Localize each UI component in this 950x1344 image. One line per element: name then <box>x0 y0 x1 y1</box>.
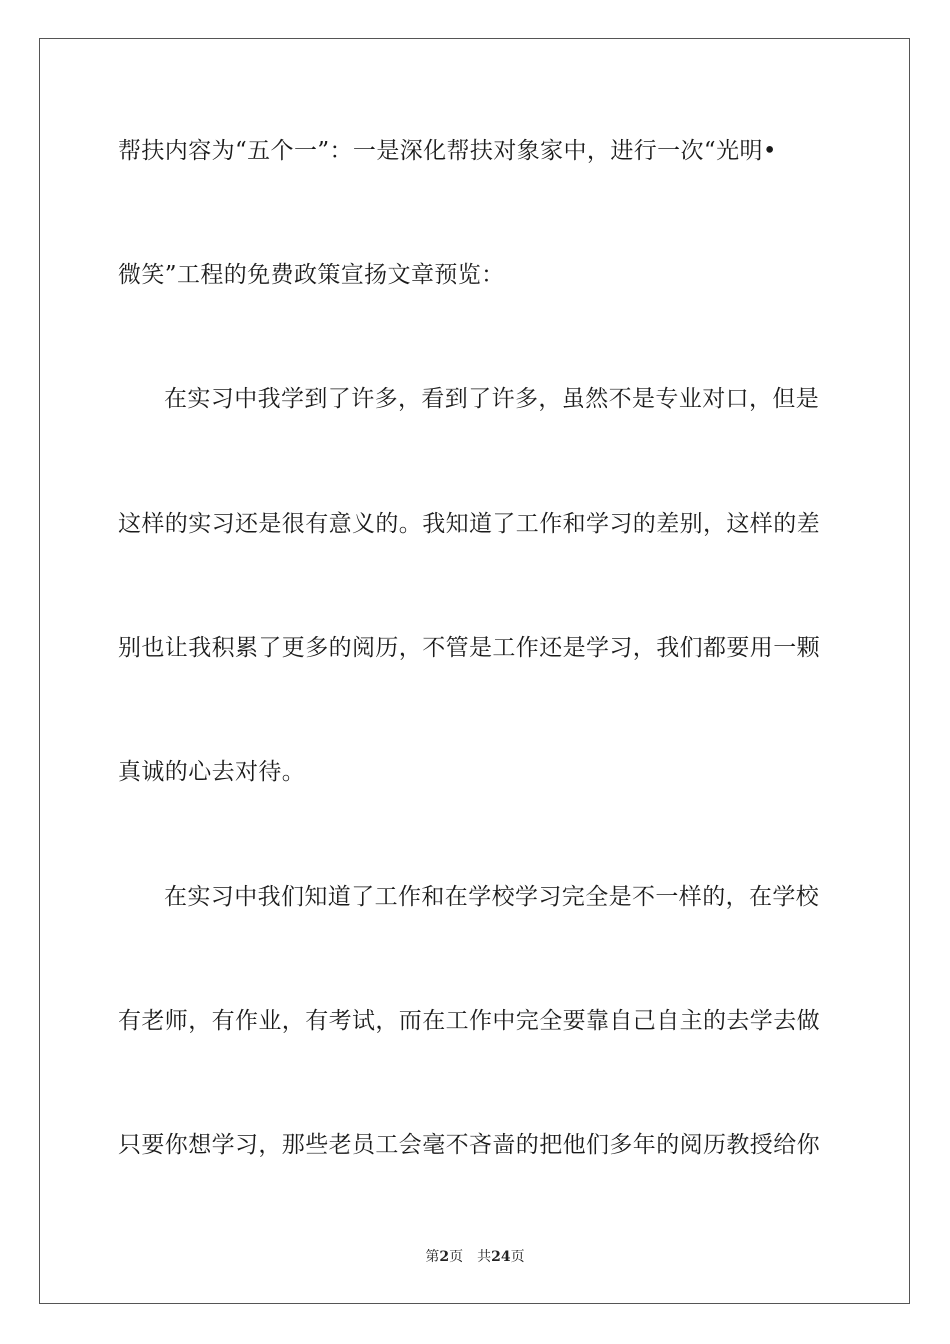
paragraph-3-line-3: 只要你想学习，那些老员工会毫不吝啬的把他们多年的阅历教授给你 <box>118 1132 820 1158</box>
page-suffix: 页 <box>449 1249 464 1265</box>
paragraph-2-line-1: 在实习中我学到了许多，看到了许多，虽然不是专业对口，但是 <box>164 386 820 412</box>
paragraph-3-line-1: 在实习中我们知道了工作和在学校学习完全是不一样的，在学校 <box>164 884 820 910</box>
paragraph-2-line-4: 真诚的心去对待。 <box>118 759 306 785</box>
page-number: 2 <box>439 1249 450 1265</box>
page-frame <box>39 38 910 1304</box>
paragraph-2-line-2: 这样的实习还是很有意义的。我知道了工作和学习的差别，这样的差 <box>118 511 820 537</box>
paragraph-2-line-3: 别也让我积累了更多的阅历，不管是工作还是学习，我们都要用一颗 <box>118 635 820 661</box>
paragraph-3-line-2: 有老师，有作业，有考试，而在工作中完全要靠自己自主的去学去做 <box>118 1008 820 1034</box>
page-prefix: 第 <box>425 1249 440 1265</box>
total-pages: 24 <box>491 1249 511 1265</box>
total-suffix: 页 <box>510 1249 525 1265</box>
text-line-2: 微笑”工程的免费政策宣扬文章预览： <box>118 262 505 288</box>
total-prefix: 共 <box>477 1249 492 1265</box>
text-line-1: 帮扶内容为“五个一”：一是深化帮扶对象家中，进行一次“光明• <box>118 138 777 164</box>
page-footer <box>0 1248 950 1266</box>
